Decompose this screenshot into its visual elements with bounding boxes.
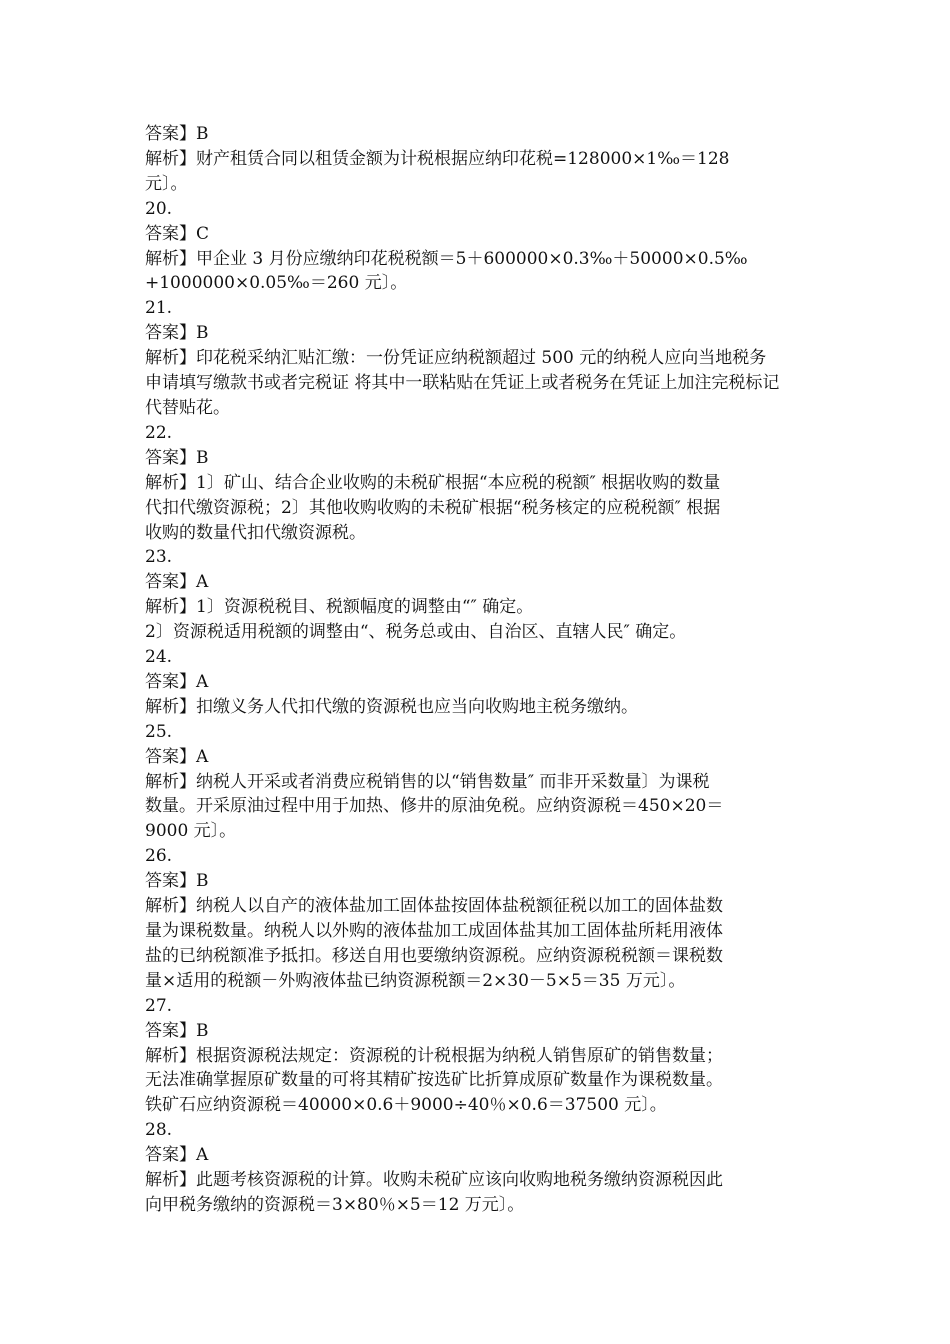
answer-line: 答案】B	[145, 323, 209, 344]
question-number: 27.	[145, 995, 173, 1016]
answer-line: 答案】C	[145, 223, 210, 244]
question-number: 26.	[145, 846, 173, 867]
question-number: 20.	[145, 198, 173, 219]
explanation-line: 向甲税务缴纳的资源税＝3×80％×5＝12 万元〕。	[145, 1194, 525, 1215]
document-body	[145, 122, 825, 1218]
explanation-line: 解析】扣缴义务人代扣代缴的资源税也应当向收购地主税务缴纳。	[145, 696, 638, 717]
answer-line: 答案】B	[145, 871, 209, 892]
explanation-line: 解析】1〕资源税税目、税额幅度的调整由“″ 确定。	[145, 597, 534, 618]
explanation-line: 铁矿石应纳资源税＝40000×0.6＋9000÷40％×0.6＝37500 元〕。	[145, 1095, 667, 1116]
explanation-line: 解析】印花税采纳汇贴汇缴：一份凭证应纳税额超过 500 元的纳税人应向当地税务	[145, 348, 767, 369]
answer-line: 答案】A	[145, 572, 209, 593]
explanation-line: 解析】纳税人开采或者消费应税销售的以“销售数量″ 而非开采数量〕为课税	[145, 771, 710, 792]
question-number: 23.	[145, 547, 173, 568]
question-number: 25.	[145, 721, 173, 742]
question-number: 28.	[145, 1120, 173, 1141]
explanation-line: +1000000×0.05‰＝260 元〕。	[145, 273, 408, 294]
answer-line: 答案】B	[145, 124, 209, 144]
question-number: 24.	[145, 647, 173, 668]
explanation-line: 无法准确掌握原矿数量的可将其精矿按选矿比折算成原矿数量作为课税数量。	[145, 1070, 723, 1091]
explanation-line: 解析】纳税人以自产的液体盐加工固体盐按固体盐税额征税以加工的固体盐数	[145, 896, 723, 917]
explanation-line: 申请填写缴款书或者完税证 将其中一联粘贴在凭证上或者税务在凭证上加注完税标记	[145, 373, 780, 394]
explanation-line: 解析】根据资源税法规定：资源税的计税根据为纳税人销售原矿的销售数量；	[145, 1045, 723, 1066]
explanation-line: 数量。开采原油过程中用于加热、修井的原油免税。应纳资源税＝450×20＝	[145, 796, 724, 817]
explanation-line: 解析】1〕矿山、结合企业收购的未税矿根据“本应税的税额″ 根据收购的数量	[145, 472, 721, 493]
answer-line: 答案】B	[145, 447, 209, 468]
explanation-line: 代扣代缴资源税；2〕其他收购收购的未税矿根据“税务核定的应税税额″ 根据	[145, 497, 721, 518]
answer-line: 答案】A	[145, 1145, 209, 1166]
explanation-line: 解析】财产租赁合同以租赁金额为计税根据应纳印花税=128000×1‰＝128	[145, 148, 730, 169]
explanation-line: 2〕资源税适用税额的调整由“、税务总或由、自治区、直辖人民″ 确定。	[145, 622, 687, 643]
explanation-line: 元〕。	[145, 173, 188, 194]
explanation-line: 量×适用的税额－外购液体盐已纳资源税额＝2×30－5×5＝35 万元〕。	[145, 970, 686, 991]
answer-line: 答案】B	[145, 1020, 209, 1041]
question-number: 22.	[145, 422, 173, 443]
explanation-line: 收购的数量代扣代缴资源税。	[145, 522, 366, 543]
explanation-line: 9000 元〕。	[145, 821, 237, 842]
answer-line: 答案】A	[145, 671, 209, 692]
explanation-line: 解析】甲企业 3 月份应缴纳印花税税额＝5＋600000×0.3‰＋50000×0.5‰	[145, 248, 748, 269]
explanation-line: 量为课税数量。纳税人以外购的液体盐加工成固体盐其加工固体盐所耗用液体	[145, 921, 723, 941]
explanation-line: 解析】此题考核资源税的计算。收购未税矿应该向收购地税务缴纳资源税因此	[145, 1170, 723, 1191]
question-number: 21.	[145, 298, 173, 319]
explanation-line: 代替贴花。	[145, 397, 230, 418]
answer-line: 答案】A	[145, 746, 209, 767]
explanation-line: 盐的已纳税额准予抵扣。移送自用也要缴纳资源税。应纳资源税税额＝课税数	[145, 945, 723, 966]
